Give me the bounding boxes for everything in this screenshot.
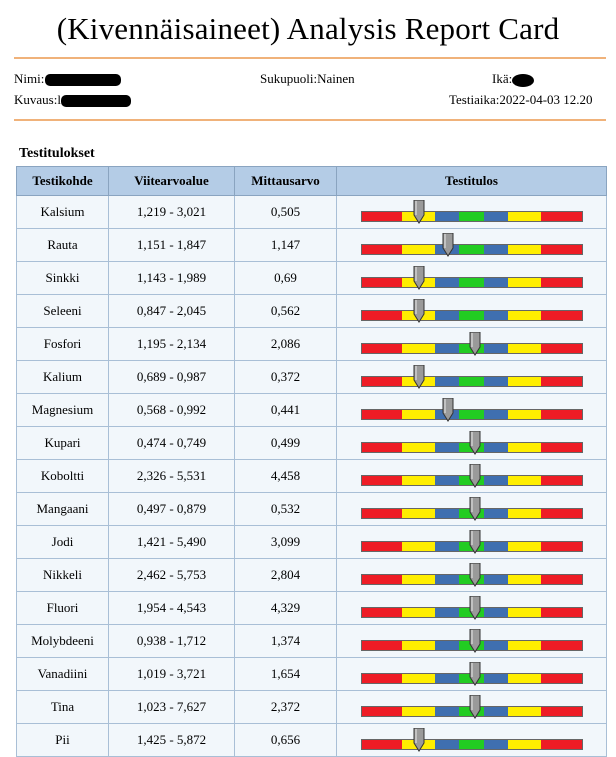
- result-gauge-cell: [337, 493, 607, 526]
- table-row: [17, 625, 607, 658]
- gauge-segment-blue: [435, 377, 458, 386]
- gauge-segment-blue: [435, 344, 458, 353]
- table-row: [17, 262, 607, 295]
- age-redaction: [512, 74, 534, 87]
- gauge-segment-yellow: [402, 674, 435, 683]
- gauge-segment-yellow: [508, 740, 541, 749]
- gauge-segment-green: [459, 245, 484, 254]
- gauge-segment-blue: [435, 278, 458, 287]
- gauge-pointer-icon: [469, 332, 481, 356]
- table-row: [17, 427, 607, 460]
- gauge-segment-blue: [435, 608, 458, 617]
- header-divider-top: [14, 57, 606, 59]
- result-gauge-cell: [337, 394, 607, 427]
- reference-range-cell: 1,151 - 1,847: [109, 229, 235, 262]
- measured-value-cell: 0,441: [235, 394, 337, 427]
- result-gauge-bar: [361, 574, 583, 585]
- gauge-segment-green: [459, 410, 484, 419]
- gauge-segment-red: [362, 278, 403, 287]
- reference-range-cell: 1,219 - 3,021: [109, 196, 235, 229]
- gauge-pointer-icon: [469, 695, 481, 719]
- gauge-pointer-icon: [413, 200, 425, 224]
- header-measured-value: Mittausarvo: [235, 167, 337, 196]
- test-item-cell: Fluori: [17, 592, 109, 625]
- measured-value-cell: 2,372: [235, 691, 337, 724]
- gauge-segment-blue: [484, 707, 507, 716]
- result-gauge-bar: [361, 640, 583, 651]
- gauge-segment-red: [541, 410, 582, 419]
- measured-value-cell: 2,804: [235, 559, 337, 592]
- gauge-segment-blue: [484, 245, 507, 254]
- gauge-segment-yellow: [508, 707, 541, 716]
- result-gauge-bar: [361, 442, 583, 453]
- gauge-segment-red: [362, 377, 403, 386]
- test-item-cell: Kalsium: [17, 196, 109, 229]
- gauge-pointer-icon: [469, 431, 481, 455]
- gauge-segment-red: [362, 476, 403, 485]
- description-label: Kuvaus:: [14, 92, 58, 107]
- table-row: [17, 196, 607, 229]
- report-title: (Kivennäisaineet) Analysis Report Card: [56, 11, 560, 46]
- test-item-cell: Sinkki: [17, 262, 109, 295]
- result-gauge-bar: [361, 508, 583, 519]
- reference-range-cell: 0,568 - 0,992: [109, 394, 235, 427]
- gauge-segment-yellow: [402, 245, 435, 254]
- gauge-segment-yellow: [508, 278, 541, 287]
- measured-value-cell: 0,372: [235, 361, 337, 394]
- reference-range-cell: 2,462 - 5,753: [109, 559, 235, 592]
- gauge-segment-yellow: [508, 212, 541, 221]
- result-gauge-cell: [337, 262, 607, 295]
- header-divider-bottom: [14, 119, 606, 121]
- gauge-segment-red: [541, 509, 582, 518]
- table-row: [17, 361, 607, 394]
- gauge-segment-blue: [484, 212, 507, 221]
- description-redaction: [61, 95, 131, 107]
- table-row: [17, 658, 607, 691]
- test-item-cell: Vanadiini: [17, 658, 109, 691]
- gauge-segment-red: [541, 575, 582, 584]
- gauge-segment-blue: [484, 608, 507, 617]
- result-gauge-bar: [361, 277, 583, 288]
- gauge-segment-yellow: [402, 344, 435, 353]
- measured-value-cell: 0,562: [235, 295, 337, 328]
- gauge-segment-yellow: [402, 542, 435, 551]
- gauge-segment-red: [541, 707, 582, 716]
- test-item-cell: Rauta: [17, 229, 109, 262]
- gauge-segment-blue: [435, 641, 458, 650]
- gauge-segment-yellow: [508, 641, 541, 650]
- gauge-segment-red: [541, 674, 582, 683]
- result-gauge-bar: [361, 739, 583, 750]
- test-time-label: Testiaika:: [449, 92, 500, 107]
- table-row: [17, 460, 607, 493]
- gauge-pointer-icon: [469, 596, 481, 620]
- gauge-segment-red: [541, 476, 582, 485]
- result-gauge-cell: [337, 361, 607, 394]
- table-row: [17, 559, 607, 592]
- table-row: [17, 691, 607, 724]
- name-field: [14, 71, 121, 87]
- gauge-segment-blue: [435, 212, 458, 221]
- test-item-cell: Magnesium: [17, 394, 109, 427]
- gauge-segment-blue: [435, 575, 458, 584]
- gauge-segment-red: [541, 344, 582, 353]
- result-gauge-cell: [337, 592, 607, 625]
- table-row: [17, 592, 607, 625]
- gender-field: [260, 71, 355, 87]
- gauge-segment-red: [362, 641, 403, 650]
- gauge-segment-red: [541, 278, 582, 287]
- result-gauge-bar: [361, 673, 583, 684]
- header-test-item: Testikohde: [17, 167, 109, 196]
- gauge-segment-yellow: [402, 476, 435, 485]
- gauge-segment-red: [541, 212, 582, 221]
- results-table: [16, 166, 607, 757]
- result-gauge-cell: [337, 460, 607, 493]
- gauge-segment-yellow: [508, 377, 541, 386]
- reference-range-cell: 1,019 - 3,721: [109, 658, 235, 691]
- gauge-segment-red: [362, 542, 403, 551]
- gauge-segment-yellow: [508, 245, 541, 254]
- measured-value-cell: 0,532: [235, 493, 337, 526]
- reference-range-cell: 0,938 - 1,712: [109, 625, 235, 658]
- gauge-segment-blue: [484, 344, 507, 353]
- gauge-segment-red: [362, 608, 403, 617]
- gauge-segment-yellow: [508, 476, 541, 485]
- table-row: [17, 493, 607, 526]
- test-item-cell: Seleeni: [17, 295, 109, 328]
- table-row: [17, 295, 607, 328]
- gauge-segment-red: [362, 740, 403, 749]
- result-gauge-cell: [337, 229, 607, 262]
- measured-value-cell: 1,147: [235, 229, 337, 262]
- gauge-segment-red: [541, 641, 582, 650]
- section-title: Testitulokset: [19, 146, 95, 161]
- test-item-cell: Koboltti: [17, 460, 109, 493]
- gauge-segment-blue: [435, 740, 458, 749]
- gauge-segment-green: [459, 311, 484, 320]
- header-test-result: Testitulos: [337, 167, 607, 196]
- gauge-segment-red: [362, 311, 403, 320]
- test-item-cell: Tina: [17, 691, 109, 724]
- measured-value-cell: 0,656: [235, 724, 337, 757]
- table-row: [17, 526, 607, 559]
- gauge-segment-red: [362, 344, 403, 353]
- table-header-row: [17, 167, 607, 196]
- gauge-segment-blue: [484, 542, 507, 551]
- gauge-segment-red: [541, 542, 582, 551]
- measured-value-cell: 3,099: [235, 526, 337, 559]
- result-gauge-bar: [361, 409, 583, 420]
- gauge-segment-yellow: [402, 509, 435, 518]
- test-item-cell: Molybdeeni: [17, 625, 109, 658]
- description-field: [14, 92, 131, 108]
- header-reference-range: Viitearvoalue: [109, 167, 235, 196]
- result-gauge-bar: [361, 706, 583, 717]
- gauge-pointer-icon: [469, 563, 481, 587]
- gauge-segment-red: [541, 377, 582, 386]
- result-gauge-bar: [361, 343, 583, 354]
- test-time-value: 2022-04-03 12.20: [499, 92, 593, 107]
- gauge-segment-red: [362, 443, 403, 452]
- measured-value-cell: 1,654: [235, 658, 337, 691]
- gauge-segment-blue: [435, 476, 458, 485]
- gauge-segment-red: [362, 410, 403, 419]
- result-gauge-cell: [337, 295, 607, 328]
- gauge-segment-red: [362, 212, 403, 221]
- name-redaction: [45, 74, 121, 86]
- result-gauge-cell: [337, 196, 607, 229]
- result-gauge-bar: [361, 541, 583, 552]
- gauge-segment-red: [541, 311, 582, 320]
- result-gauge-bar: [361, 244, 583, 255]
- gauge-segment-yellow: [508, 608, 541, 617]
- gauge-segment-blue: [435, 707, 458, 716]
- age-field: [492, 71, 534, 87]
- gauge-segment-red: [362, 575, 403, 584]
- gauge-segment-yellow: [508, 542, 541, 551]
- gauge-segment-blue: [484, 509, 507, 518]
- result-gauge-bar: [361, 376, 583, 387]
- table-body: [17, 196, 607, 757]
- reference-range-cell: 0,847 - 2,045: [109, 295, 235, 328]
- gauge-segment-red: [541, 608, 582, 617]
- result-gauge-bar: [361, 607, 583, 618]
- result-gauge-bar: [361, 475, 583, 486]
- gauge-segment-green: [459, 740, 484, 749]
- test-time-field: [449, 92, 593, 108]
- reference-range-cell: 0,474 - 0,749: [109, 427, 235, 460]
- gauge-segment-yellow: [402, 608, 435, 617]
- gauge-pointer-icon: [469, 662, 481, 686]
- gauge-segment-blue: [435, 674, 458, 683]
- result-gauge-cell: [337, 691, 607, 724]
- gauge-segment-blue: [484, 641, 507, 650]
- test-item-cell: Nikkeli: [17, 559, 109, 592]
- name-label: Nimi:: [14, 71, 45, 86]
- result-gauge-cell: [337, 427, 607, 460]
- gauge-segment-red: [362, 245, 403, 254]
- table-row: [17, 229, 607, 262]
- gauge-segment-yellow: [508, 443, 541, 452]
- gauge-segment-blue: [435, 311, 458, 320]
- result-gauge-bar: [361, 211, 583, 222]
- reference-range-cell: 2,326 - 5,531: [109, 460, 235, 493]
- gauge-pointer-icon: [469, 497, 481, 521]
- gauge-segment-red: [541, 443, 582, 452]
- table-row: [17, 394, 607, 427]
- measured-value-cell: 4,458: [235, 460, 337, 493]
- reference-range-cell: 0,689 - 0,987: [109, 361, 235, 394]
- gauge-segment-yellow: [508, 311, 541, 320]
- gauge-pointer-icon: [442, 233, 454, 257]
- gender-value: Nainen: [317, 71, 355, 86]
- reference-range-cell: 1,143 - 1,989: [109, 262, 235, 295]
- gauge-segment-blue: [484, 311, 507, 320]
- gender-label: Sukupuoli:: [260, 71, 318, 86]
- gauge-segment-red: [362, 509, 403, 518]
- gauge-segment-blue: [484, 575, 507, 584]
- reference-range-cell: 1,425 - 5,872: [109, 724, 235, 757]
- gauge-segment-yellow: [508, 509, 541, 518]
- gauge-pointer-icon: [469, 530, 481, 554]
- description-prefix: l: [57, 92, 61, 107]
- gauge-segment-red: [541, 740, 582, 749]
- measured-value-cell: 2,086: [235, 328, 337, 361]
- gauge-segment-blue: [484, 674, 507, 683]
- result-gauge-cell: [337, 526, 607, 559]
- result-gauge-cell: [337, 625, 607, 658]
- gauge-segment-blue: [484, 476, 507, 485]
- measured-value-cell: 0,505: [235, 196, 337, 229]
- gauge-segment-red: [362, 707, 403, 716]
- gauge-segment-green: [459, 278, 484, 287]
- gauge-segment-yellow: [508, 344, 541, 353]
- gauge-segment-red: [362, 674, 403, 683]
- gauge-segment-yellow: [402, 707, 435, 716]
- measured-value-cell: 4,329: [235, 592, 337, 625]
- test-item-cell: Mangaani: [17, 493, 109, 526]
- table-row: [17, 724, 607, 757]
- reference-range-cell: 1,023 - 7,627: [109, 691, 235, 724]
- reference-range-cell: 1,195 - 2,134: [109, 328, 235, 361]
- result-gauge-cell: [337, 328, 607, 361]
- measured-value-cell: 0,69: [235, 262, 337, 295]
- gauge-segment-blue: [484, 443, 507, 452]
- gauge-pointer-icon: [413, 365, 425, 389]
- gauge-segment-blue: [484, 278, 507, 287]
- gauge-segment-blue: [484, 410, 507, 419]
- reference-range-cell: 0,497 - 0,879: [109, 493, 235, 526]
- result-gauge-cell: [337, 724, 607, 757]
- measured-value-cell: 0,499: [235, 427, 337, 460]
- gauge-pointer-icon: [469, 464, 481, 488]
- gauge-segment-green: [459, 212, 484, 221]
- gauge-pointer-icon: [413, 266, 425, 290]
- test-item-cell: Kupari: [17, 427, 109, 460]
- gauge-segment-yellow: [402, 443, 435, 452]
- reference-range-cell: 1,421 - 5,490: [109, 526, 235, 559]
- age-label: Ikä:: [492, 71, 513, 86]
- test-item-cell: Kalium: [17, 361, 109, 394]
- gauge-segment-blue: [435, 542, 458, 551]
- gauge-segment-red: [541, 245, 582, 254]
- test-item-cell: Pii: [17, 724, 109, 757]
- gauge-pointer-icon: [442, 398, 454, 422]
- gauge-segment-blue: [484, 377, 507, 386]
- gauge-segment-yellow: [508, 410, 541, 419]
- gauge-segment-blue: [484, 740, 507, 749]
- measured-value-cell: 1,374: [235, 625, 337, 658]
- result-gauge-cell: [337, 559, 607, 592]
- reference-range-cell: 1,954 - 4,543: [109, 592, 235, 625]
- gauge-segment-yellow: [402, 410, 435, 419]
- gauge-segment-blue: [435, 509, 458, 518]
- gauge-segment-yellow: [402, 641, 435, 650]
- gauge-pointer-icon: [413, 728, 425, 752]
- result-gauge-cell: [337, 658, 607, 691]
- gauge-pointer-icon: [469, 629, 481, 653]
- gauge-segment-yellow: [402, 575, 435, 584]
- test-item-cell: Fosfori: [17, 328, 109, 361]
- test-item-cell: Jodi: [17, 526, 109, 559]
- gauge-segment-green: [459, 377, 484, 386]
- gauge-pointer-icon: [413, 299, 425, 323]
- result-gauge-bar: [361, 310, 583, 321]
- gauge-segment-yellow: [508, 575, 541, 584]
- table-row: [17, 328, 607, 361]
- gauge-segment-blue: [435, 443, 458, 452]
- gauge-segment-yellow: [508, 674, 541, 683]
